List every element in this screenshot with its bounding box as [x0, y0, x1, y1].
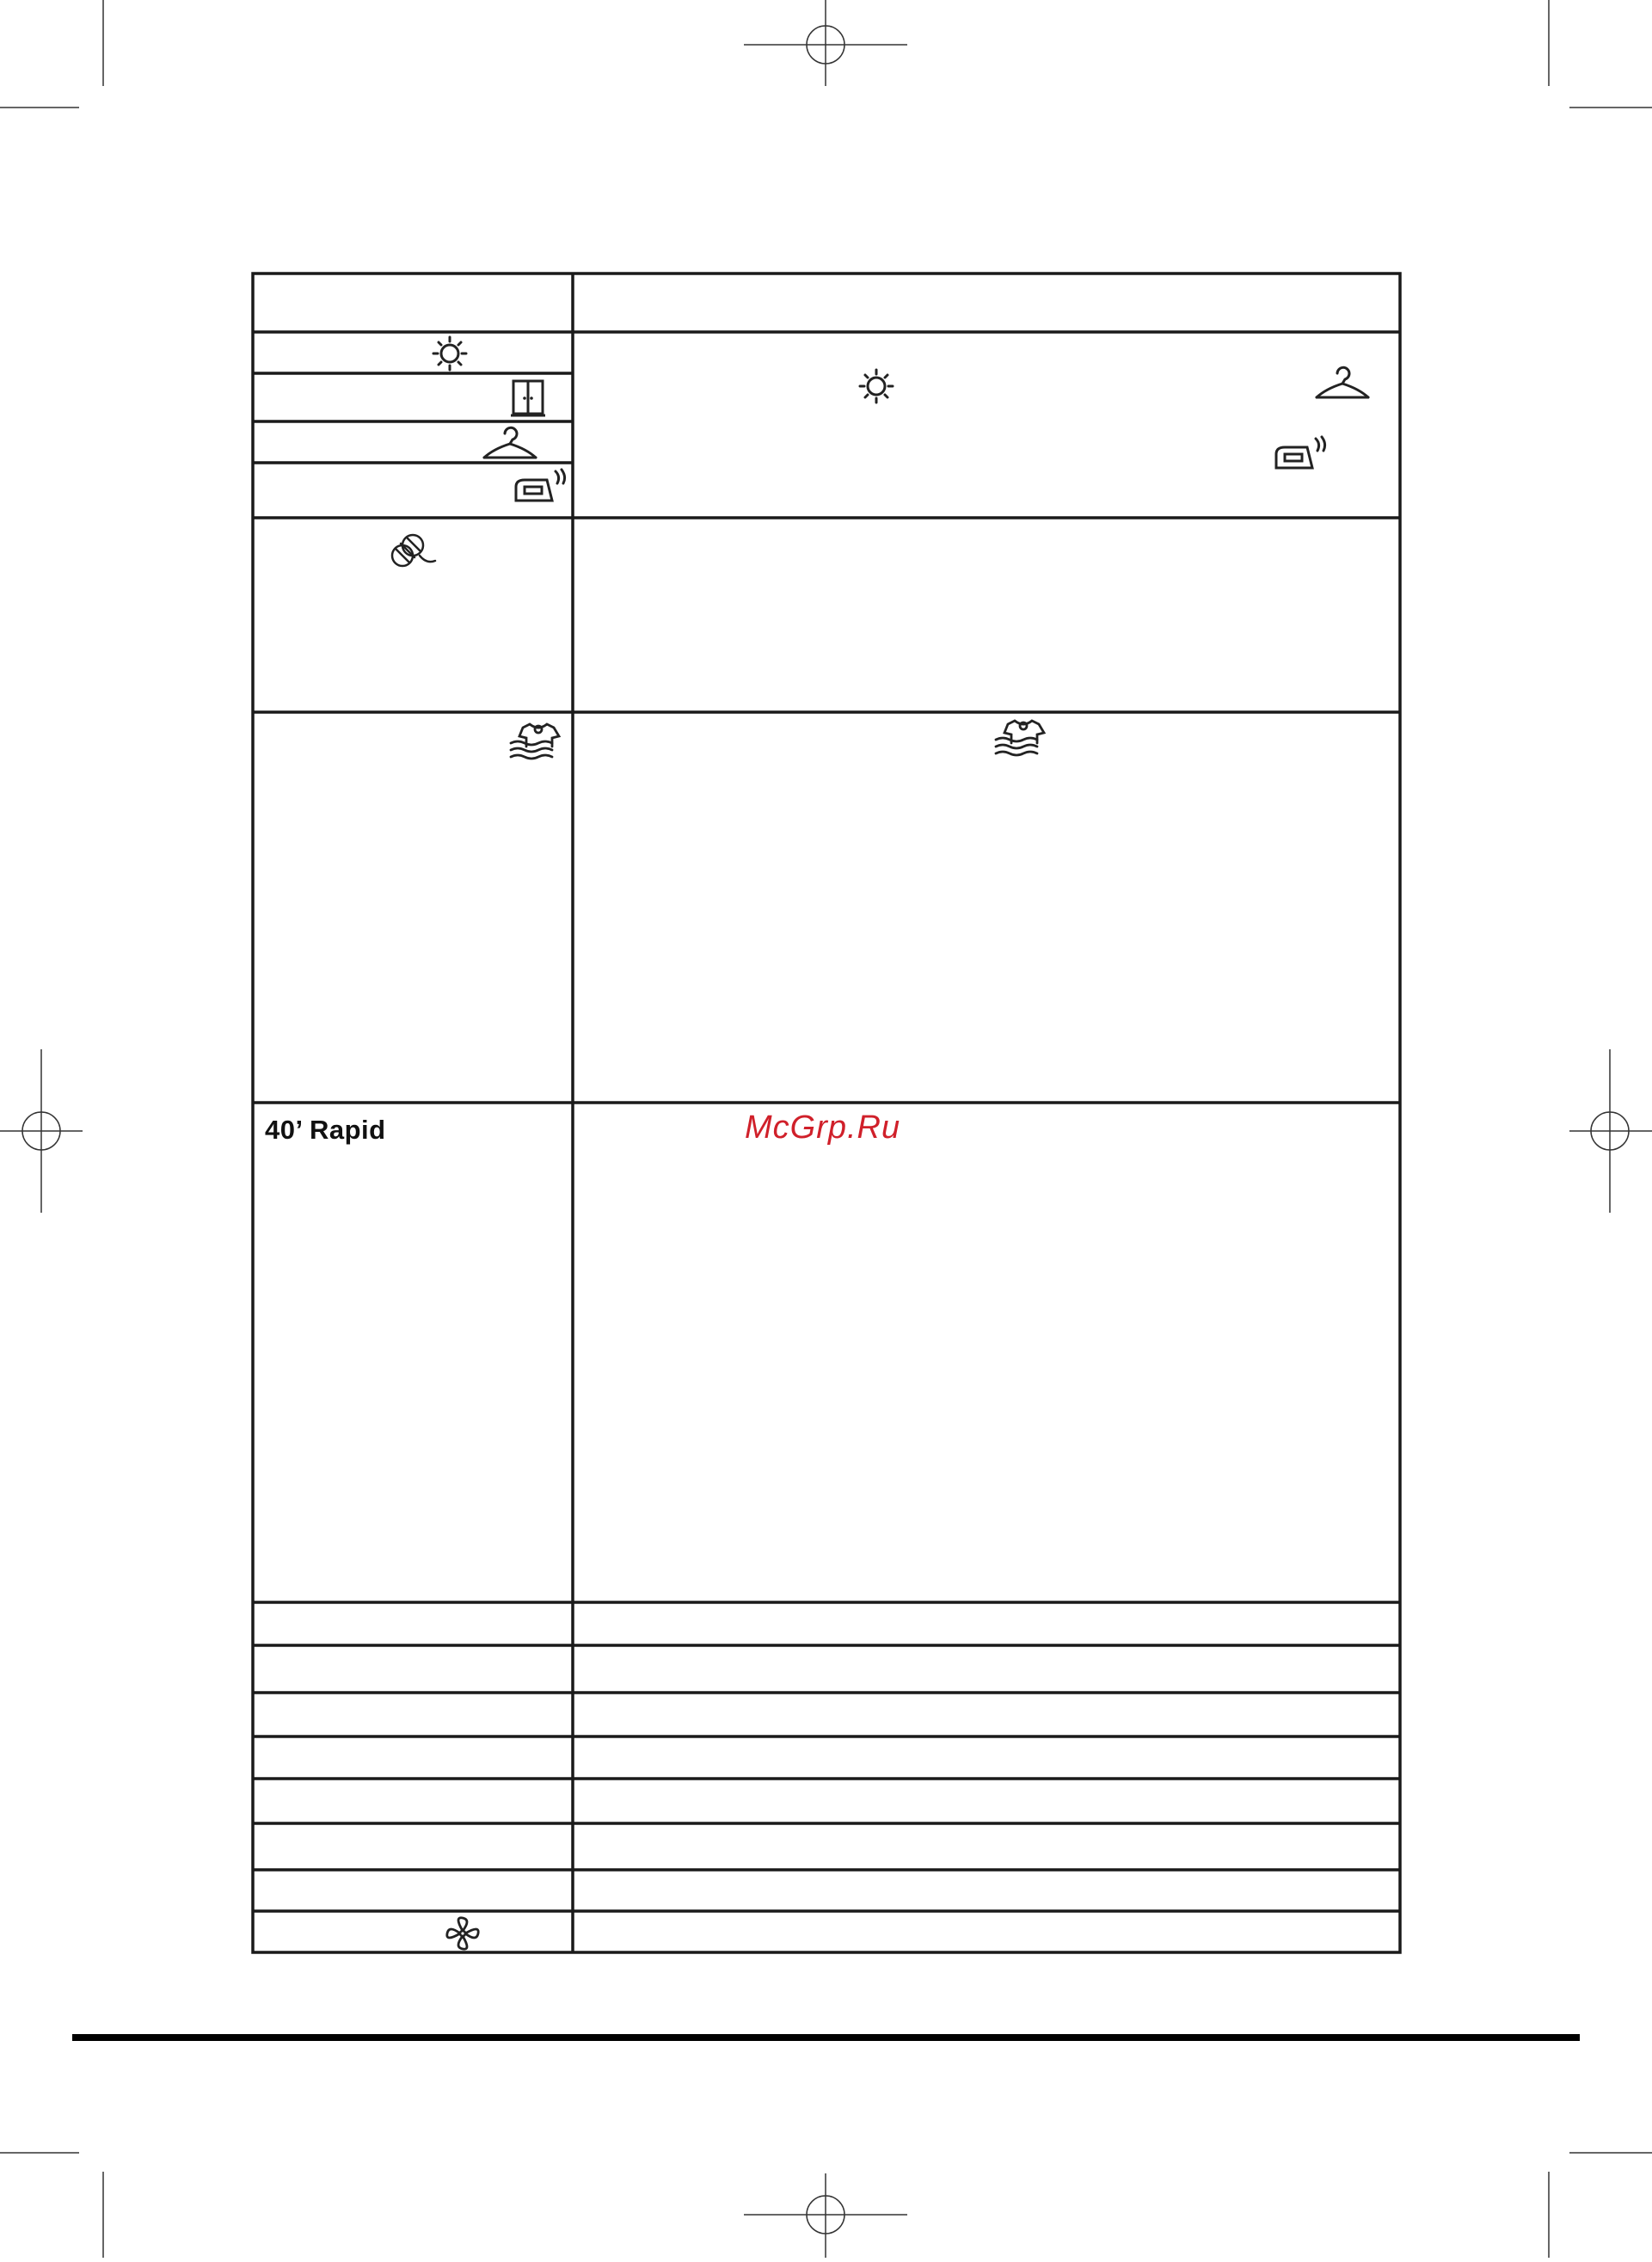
refresh-shirt-icon [994, 717, 1051, 760]
sun-icon [430, 335, 470, 372]
iron-icon [1273, 435, 1330, 471]
sun-icon [857, 368, 896, 404]
refresh-shirt-icon [509, 721, 566, 764]
wardrobe-icon [511, 379, 545, 417]
iron-icon [513, 468, 569, 504]
page-footer-rule [72, 2034, 1580, 2041]
hanger-icon [1314, 365, 1371, 401]
program-label-40-rapid: 40’ Rapid [265, 1115, 386, 1145]
wool-yarn-icon [385, 530, 437, 576]
fan-icon [444, 1915, 482, 1952]
watermark: McGrp.Ru [745, 1109, 901, 1146]
hanger-icon [482, 425, 538, 461]
